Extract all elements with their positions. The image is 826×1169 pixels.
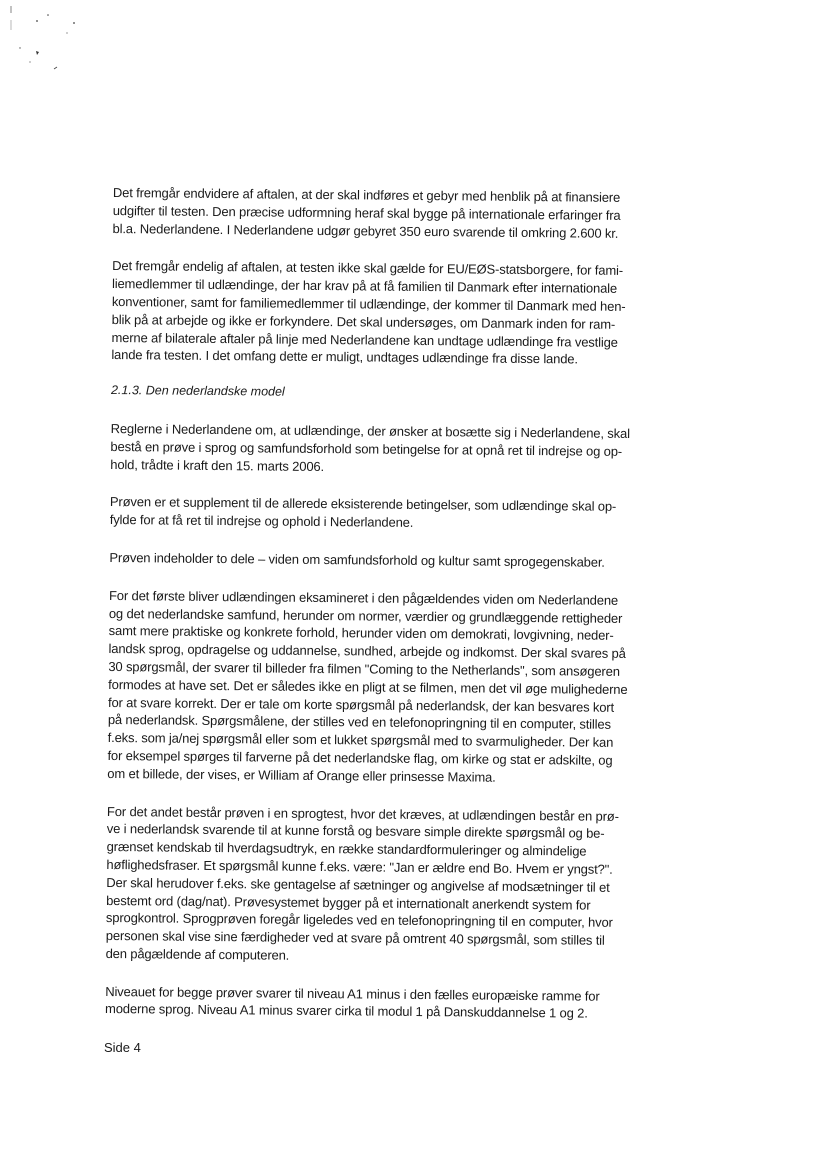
paragraph-knowledge-test: For det første bliver udlændingen eksamineret i den pågældendes viden om Nederlandene og det nederlandske samfund, herunder om normer, værdier og grundlæggende rettigheder samt mere praktiske og konkrete forhold, herunder viden om demokrati, lovgivning, neder- landsk sprog, opdragelse og uddannelse, sundhed, arbejde og indkomst. Der skal svares på 30 spørgsmål, der svarer til billeder fra filmen "Coming to the Netherlands", som ansøgeren formodes at have set. Det er således ikke en pligt at se filmen, men det vil øge mulighederne for at svare korrekt. Der er tale om korte spørgsmål på nederlandsk, der kan besvares kort på nederlandsk. Spørgsmålene, der stilles ved en telefonopringning til en computer, stilles f.eks. som ja/nej spørgsmål eller som et lukket spørgsmål med to svarmuligheder. Der kan for eksempel spørges til farverne på det nederlandske flag, om kirke og stat er adskilte, og om et billede, der vises, er William af Orange eller prinsesse Maxima.	[107, 587, 628, 785]
page-number: Side 4	[104, 1040, 141, 1055]
paragraph-rules: Reglerne i Nederlandene om, at udlændinge, der ønsker at bosætte sig i Nederlandene, skal bestå en prøve i sprog og samfundsforhold som betingelse for at opnå ret til indrejse og op- hold, trådte i kraft den 15. marts 2006.	[110, 420, 630, 474]
paragraph-fee: Det fremgår endvidere af aftalen, at der skal indføres et gebyr med henblik på at finansiere udgifter til testen. Den præcise udformning heraf skal bygge på internationale erfaringer fra bl.a. Nederlandene. I Nederlandene udgør gebyret 350 euro svarende til omkring 2.600 kr.	[112, 184, 621, 241]
paragraph-exemptions: Det fremgår endelig af aftalen, at testen ikke skal gælde for EU/EØS-statsborgere, for fami- liemedlemmer til udlændinge, der har krav på at få familien til Danmark efter internationale konventioner, samt for familiemedlemmer til udlændinge, der kommer til Danmark med hen- blik på at arbejde og ikke er forkyndere. Det skal undersøges, om Danmark inden for ram- merne af bilaterale aftaler på linje med Nederlandene kan undtage udlændinge fra vestlige lande fra testen. I det omfang dette er muligt, undtages udlændinge fra disse lande.	[111, 258, 626, 367]
paragraph-language-test: For det andet består prøven i en sprogtest, hvor det kræves, at udlændingen består en prø- ve i nederlandsk svarende til at kunne forstå og besvare simple direkte spørgsmål og be- grænset kendskab til hverdagsudtryk, en række standardformuleringer og almindelige høflighedsfraser. Et spørgsmål kunne f.eks. være: "Jan er ældre end Bo. Hvem er yngst?". Der skal herudover f.eks. ske gentagelse af sætninger og angivelse af modsætninger til et bestemt ord (dag/nat). Prøvesystemet bygger på et internationalt anerkendt system for sprogkontrol. Sprogprøven foregår ligeledes ved en telefonopringning til en computer, hvor personen skal vise sine færdigheder ved at svare på omtrent 40 spørgsmål, som stilles til den pågældende af computeren.	[105, 803, 619, 963]
paragraph-level: Niveauet for begge prøver svarer til niveau A1 minus i den fælles europæiske ramme for moderne sprog. Niveau A1 minus svarer cirka til modul 1 på Danskuddannelse 1 og 2.	[105, 983, 600, 1022]
section-heading: 2.1.3. Den nederlandske model	[110, 383, 285, 399]
document-body	[105, 184, 661, 1024]
paragraph-two-parts: Prøven indeholder to dele – viden om samfundsforhold og kultur samt sprogegenskaber.	[109, 549, 605, 570]
scan-specks	[0, 0, 90, 80]
paragraph-supplement: Prøven er et supplement til de allerede eksisterende betingelser, som udlændinge skal op- fylde for at få ret til indrejse og ophold i Nederlandene.	[109, 494, 617, 531]
